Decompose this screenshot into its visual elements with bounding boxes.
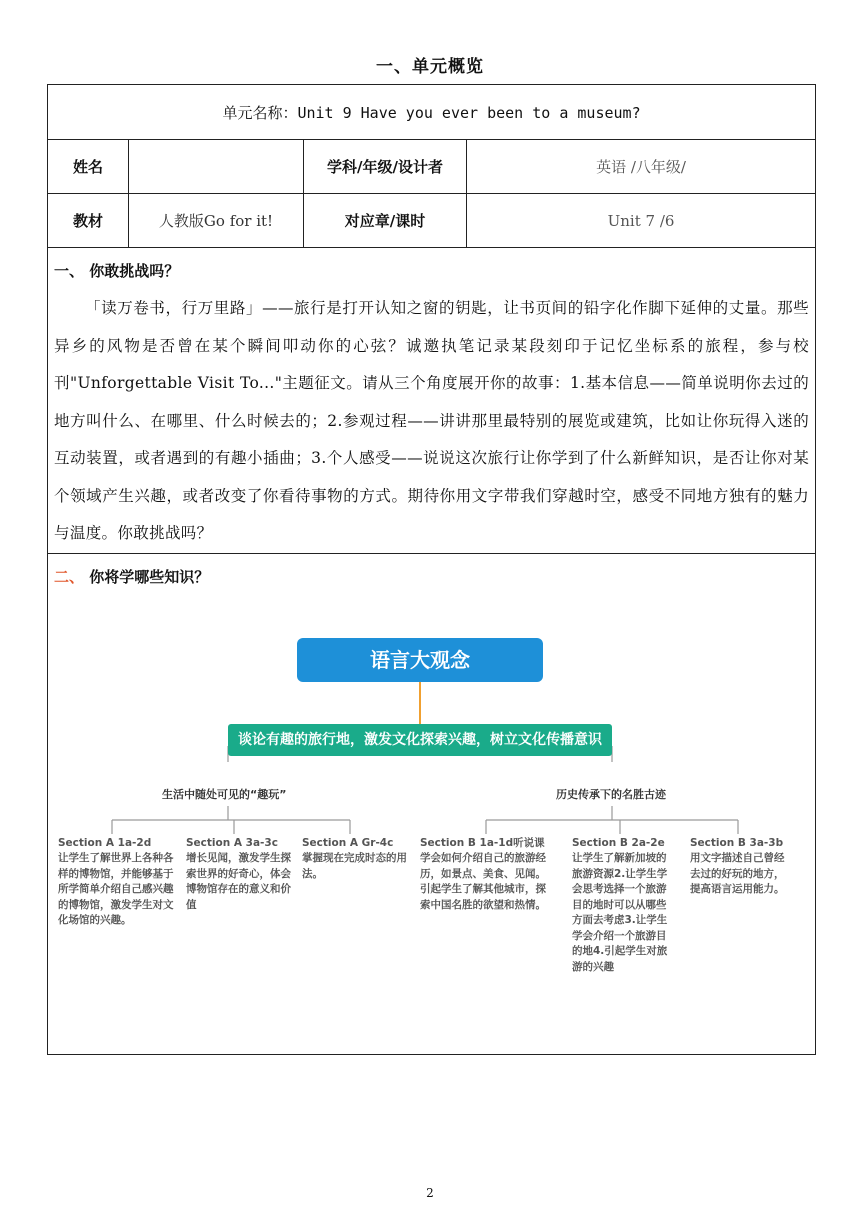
leaf-title: Section A Gr-4c (302, 836, 394, 849)
unit-name: 单元名称：Unit 9 Have you ever been to a museum? (222, 103, 641, 122)
knowledge-section (48, 553, 816, 1054)
challenge-section (48, 248, 816, 554)
challenge-paragraph: 「读万卷书，行万里路」——旅行是打开认知之窗的钥匙，让书页间的铅字化作脚下延伸的丈量。那些异乡的风物是否曾在某个瞬间叩动你的心弦？诚邀执笔记录某段刻印于记忆坐标系的旅程，参与校刊"Unforgettable Visit To..."主题征文。请从三个角度展开你的故事：1.基本信息——简单说明你去过的地方叫什么、在哪里、什么时候去的；2.参观过程——讲讲那里最特别的展览或建筑，比如让你玩得入迷的互动装置，或者遇到的有趣小插曲；3.个人感受——说说这次旅行让你学到了什么新鲜知识，是否让你对某个领域产生兴趣，或者改变了你看待事物的方式。期待你用文字带我们穿越时空，感受不同地方独有的魅力与温度。你敢挑战吗？ (54, 299, 810, 542)
unit-overview-table (47, 84, 816, 1055)
leaf-text: 让学生了解新加坡的旅游资源2.让学生学会思考选择一个旅游目的地时可以从哪些方面去考虑3.让学生学会介绍一个旅游目的地4.引起学生对旅游的兴趣 (572, 852, 668, 973)
subject-label: 学科/年级/设计者 (304, 140, 467, 194)
name-value (129, 140, 304, 194)
leaf-section-b-2a-2e (572, 836, 670, 976)
chapter-value: Unit 7 /6 (467, 194, 816, 248)
knowledge-heading-number: 二、 (54, 567, 85, 586)
leaf-title: Section B 1a-1d听说课 (420, 836, 545, 849)
leaf-text: 用文字描述自己曾经去过的好玩的地方，提高语言运用能力。 (690, 852, 785, 895)
knowledge-heading-text: 你将学哪些知识？ (84, 567, 210, 586)
leaf-section-a-1a-2d (58, 836, 178, 929)
leaf-section-b-3a-3b (690, 836, 788, 898)
leaf-title: Section A 1a-2d (58, 836, 152, 849)
page-title: 一、单元概览 (376, 57, 484, 77)
concept-diagram (54, 630, 810, 1050)
leaf-text: 增长见闻，激发学生探索世界的好奇心，体会博物馆存在的意义和价值 (186, 852, 291, 911)
textbook-label: 教材 (48, 194, 129, 248)
leaf-text: 让学生了解世界上各种各样的博物馆，并能够基于所学简单介绍自己感兴趣的博物馆，激发学生对文化场馆的兴趣。 (58, 852, 174, 926)
challenge-heading: 一、 你敢挑战吗？ (54, 262, 180, 280)
leaf-section-a-gr-4c (302, 836, 412, 883)
leaf-text: 学会如何介绍自己的旅游经历，如景点、美食、见闻。引起学生了解其他城市，探索中国名胜的欲望和热情。 (420, 852, 546, 911)
textbook-value: 人教版Go for it! (129, 194, 304, 248)
leaf-text: 掌握现在完成时态的用法。 (302, 852, 407, 880)
leaf-section-b-1a-1d (420, 836, 550, 914)
theme-box: 谈论有趣的旅行地，激发文化探索兴趣，树立文化传播意识 (228, 724, 612, 756)
branch-right-label: 历史传承下的名胜古迹 (556, 787, 666, 801)
big-idea-box: 语言大观念 (297, 638, 543, 682)
unit-name-cell (48, 85, 816, 140)
chapter-label: 对应章/课时 (304, 194, 467, 248)
page-number: 2 (426, 1186, 434, 1200)
branch-left-label: 生活中随处可见的“趣玩” (162, 787, 287, 801)
subject-value: 英语 /八年级/ (467, 140, 816, 194)
name-label: 姓名 (48, 140, 129, 194)
leaf-section-a-3a-3c (186, 836, 294, 914)
leaf-title: Section B 3a-3b (690, 836, 784, 849)
knowledge-heading (54, 560, 809, 594)
leaf-title: Section A 3a-3c (186, 836, 278, 849)
leaf-title: Section B 2a-2e (572, 836, 665, 849)
